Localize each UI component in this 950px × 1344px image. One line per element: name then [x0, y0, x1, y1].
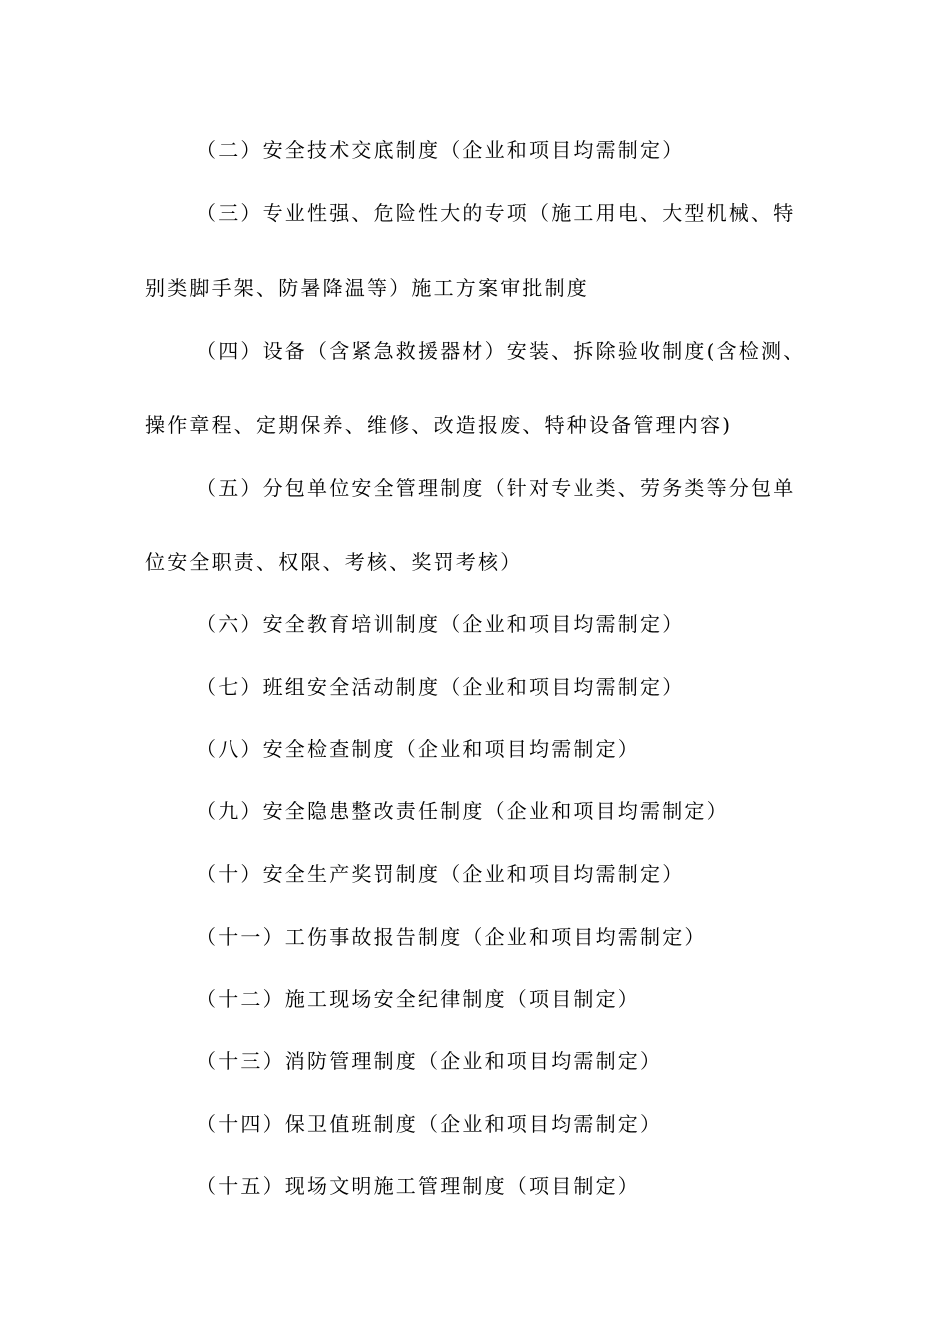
item-5-line-2: 位安全职责、权限、考核、奖罚考核）: [145, 550, 523, 574]
item-10-line-1: （十）安全生产奖罚制度（企业和项目均需制定）: [196, 862, 685, 886]
item-11-line-1: （十一）工伤事故报告制度（企业和项目均需制定）: [196, 925, 707, 949]
item-15-line-1: （十五）现场文明施工管理制度（项目制定）: [196, 1174, 640, 1198]
item-7-line-1: （七）班组安全活动制度（企业和项目均需制定）: [196, 675, 685, 699]
item-6-line-1: （六）安全教育培训制度（企业和项目均需制定）: [196, 612, 685, 636]
item-4-line-1: （四）设备（含紧急救援器材）安装、拆除验收制度(含检测、: [196, 339, 806, 363]
item-13-line-1: （十三）消防管理制度（企业和项目均需制定）: [196, 1049, 663, 1073]
item-2-line-1: （二）安全技术交底制度（企业和项目均需制定）: [196, 138, 685, 162]
item-14-line-1: （十四）保卫值班制度（企业和项目均需制定）: [196, 1112, 663, 1136]
item-12-line-1: （十二）施工现场安全纪律制度（项目制定）: [196, 987, 640, 1011]
item-8-line-1: （八）安全检查制度（企业和项目均需制定）: [196, 737, 640, 761]
item-3-line-1: （三）专业性强、危险性大的专项（施工用电、大型机械、特: [196, 201, 796, 225]
item-5-line-1: （五）分包单位安全管理制度（针对专业类、劳务类等分包单: [196, 476, 796, 500]
item-4-line-2: 操作章程、定期保养、维修、改造报废、特种设备管理内容): [145, 413, 733, 437]
item-9-line-1: （九）安全隐患整改责任制度（企业和项目均需制定）: [196, 799, 729, 823]
item-3-line-2: 别类脚手架、防暑降温等）施工方案审批制度: [145, 276, 589, 300]
